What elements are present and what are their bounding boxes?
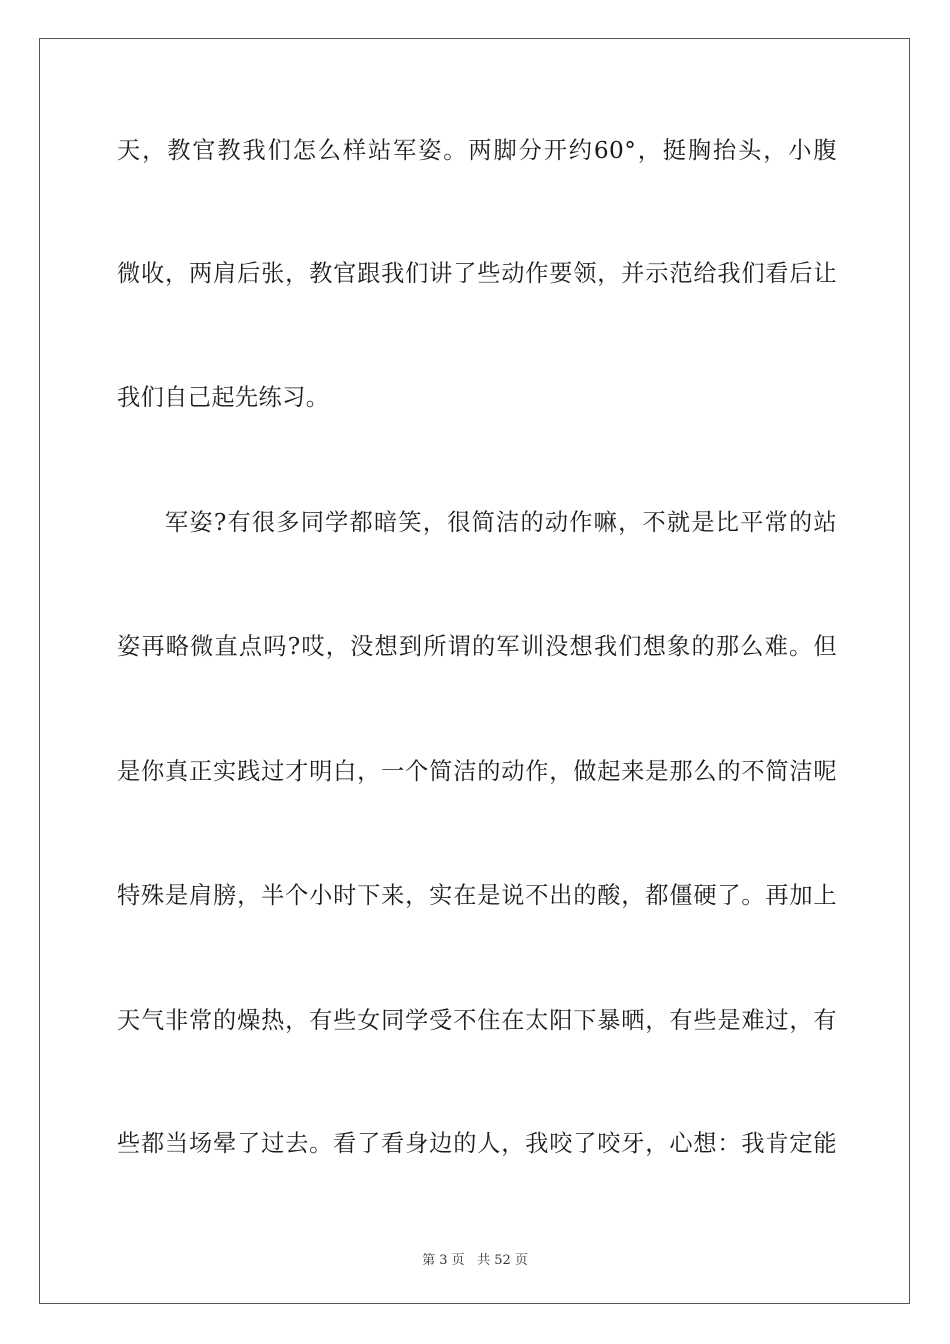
text-line: 是你真正实践过才明白，一个简洁的动作，做起来是那么的不简洁呢 (117, 758, 837, 785)
paragraph-start-line: 军姿?有很多同学都暗笑，很简洁的动作嘛，不就是比平常的站 (165, 509, 837, 536)
text-line: 特殊是肩膀，半个小时下来，实在是说不出的酸，都僵硬了。再加上 (117, 882, 837, 909)
text-line: 微收，两肩后张，教官跟我们讲了些动作要领，并示范给我们看后让 (117, 260, 837, 287)
text-line: 天气非常的燥热，有些女同学受不住在太阳下暴晒，有些是难过，有 (117, 1007, 837, 1034)
text-line: 姿再略微直点吗?哎，没想到所谓的军训没想我们想象的那么难。但 (117, 633, 837, 660)
text-line: 些都当场晕了过去。看了看身边的人，我咬了咬牙，心想：我肯定能 (117, 1130, 837, 1157)
page-total: 共 52 页 (477, 1253, 528, 1268)
page-number: 第 3 页 (422, 1253, 465, 1268)
text-line: 天，教官教我们怎么样站军姿。两脚分开约60°，挺胸抬头，小腹 (117, 137, 837, 164)
page-border (39, 38, 910, 1304)
page-footer (0, 1249, 950, 1268)
text-line: 我们自己起先练习。 (117, 384, 330, 411)
